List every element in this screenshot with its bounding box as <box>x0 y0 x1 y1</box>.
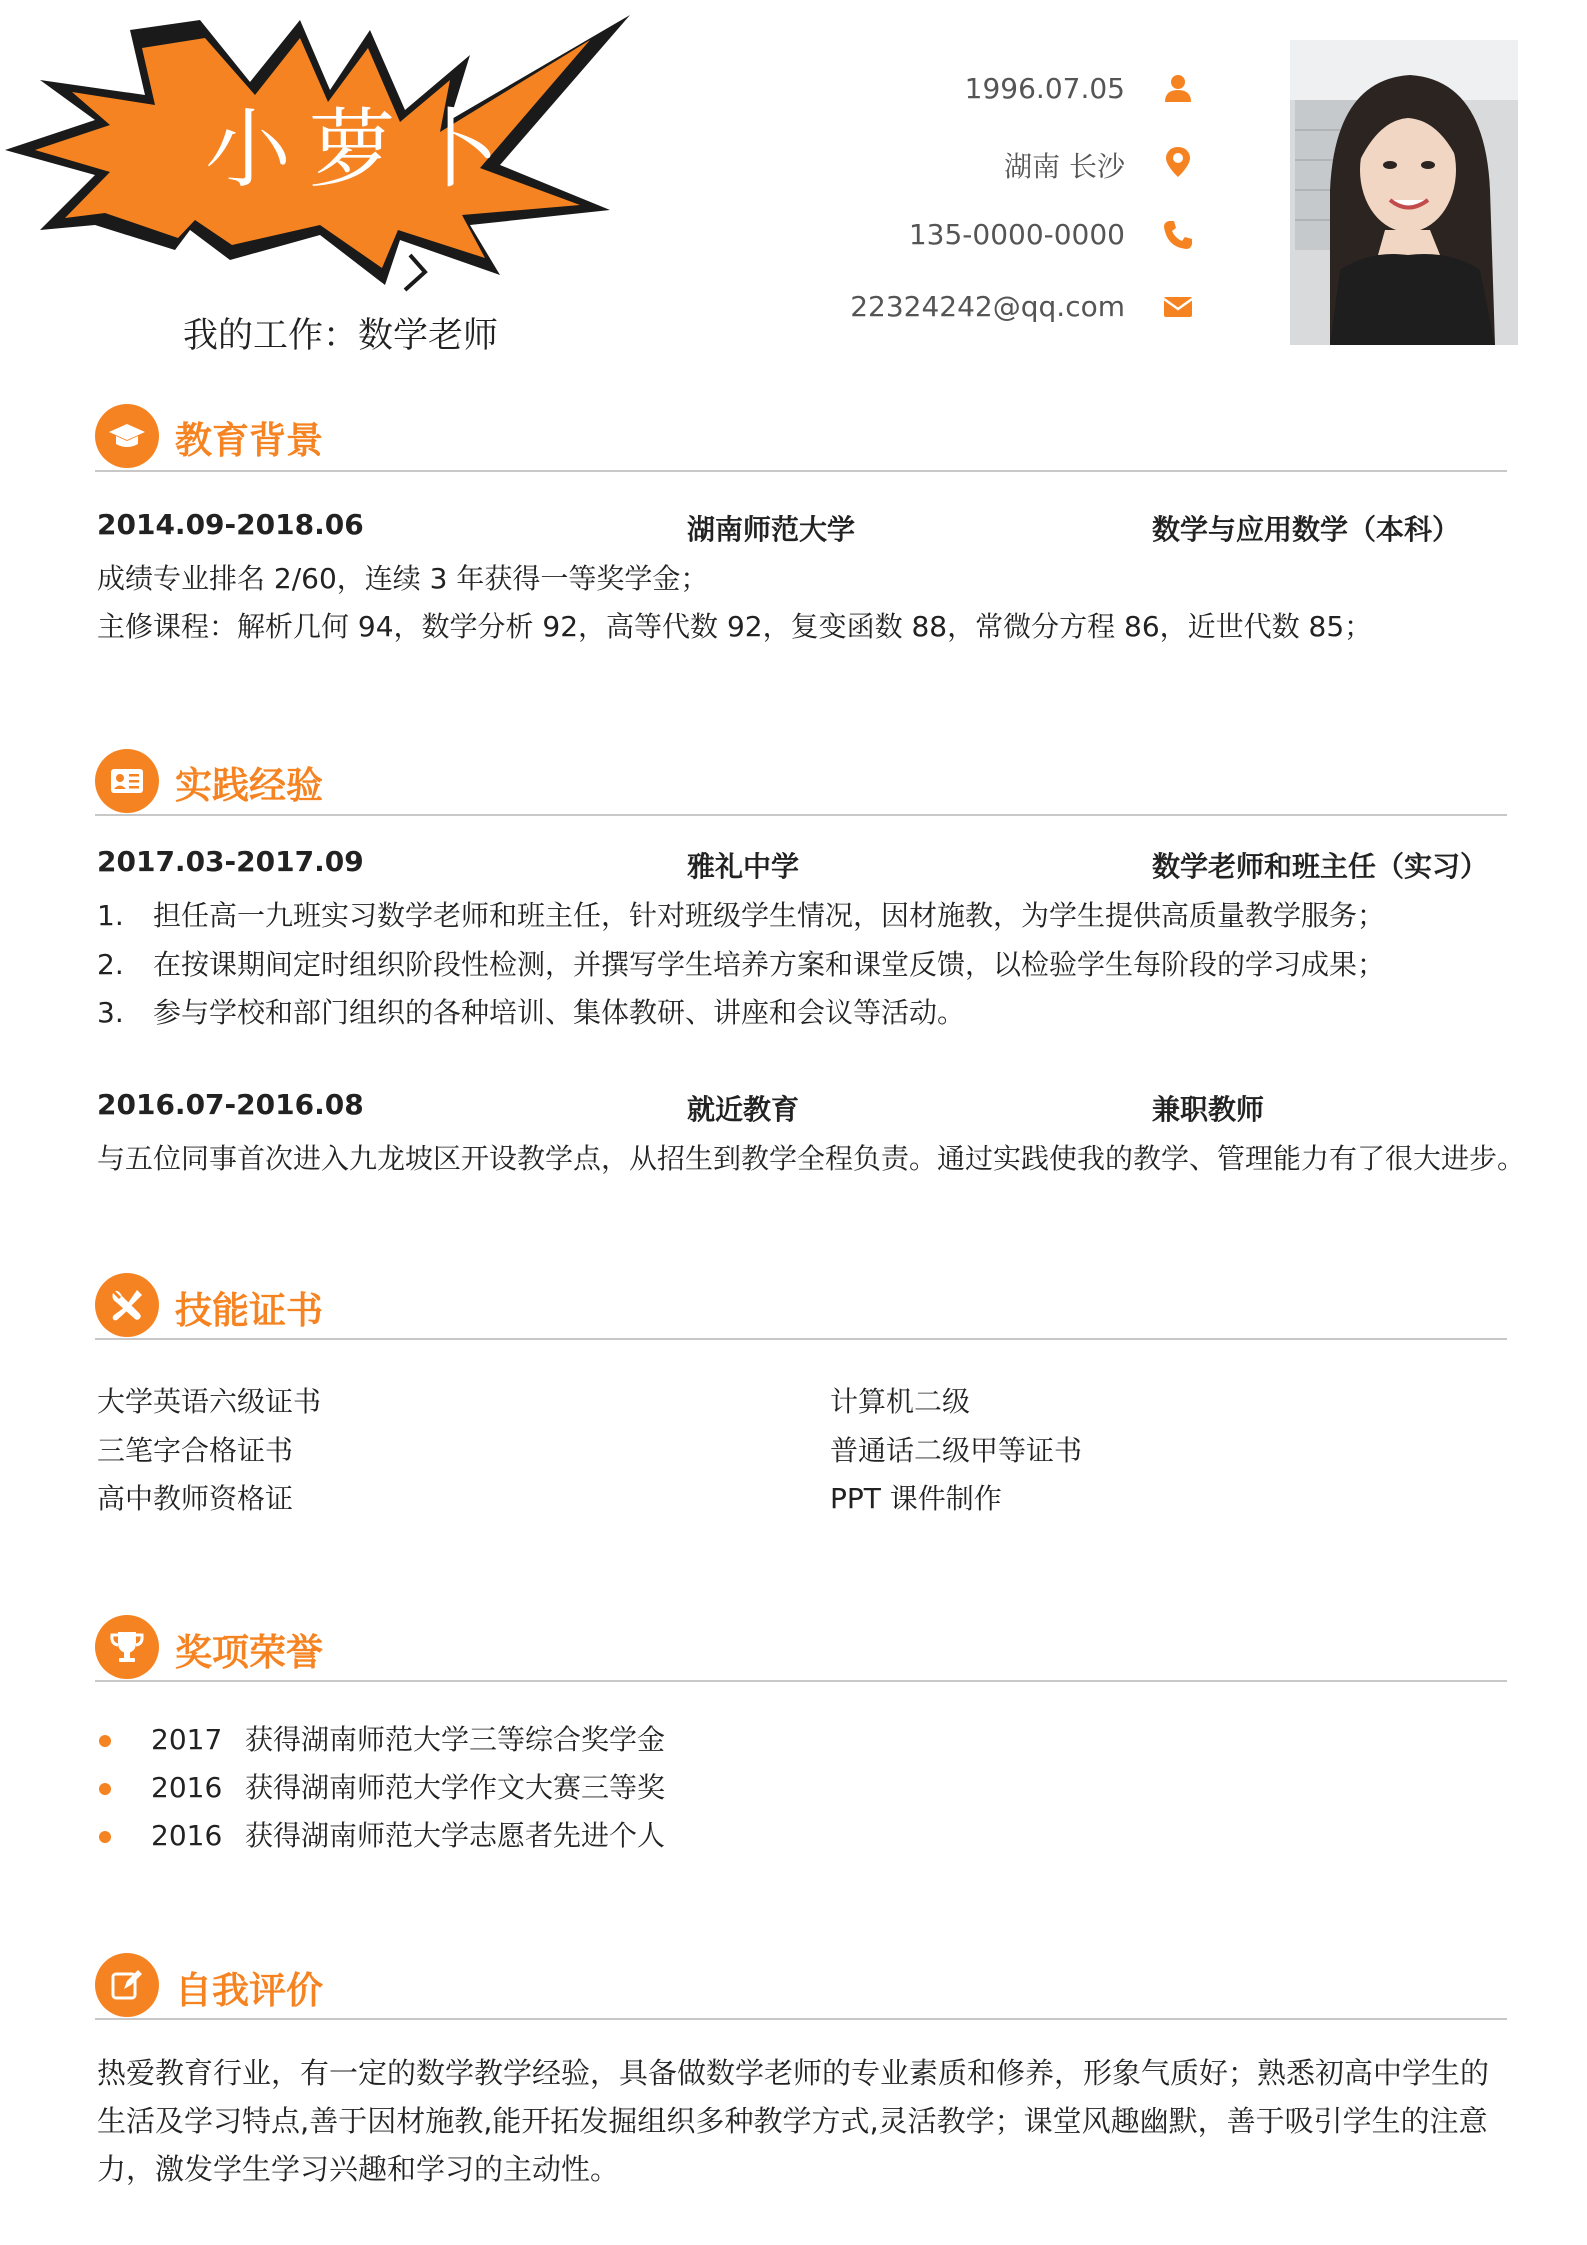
skill-item: 三笔字合格证书 <box>97 1434 294 1467</box>
section-title-practice: 实践经验 <box>175 764 323 807</box>
award-year: 2016 <box>151 1771 223 1804</box>
job-header-row <box>97 1088 1517 1126</box>
section-divider <box>95 470 1507 472</box>
award-year: 2017 <box>151 1723 223 1756</box>
item-text: 在按课期间定时组织阶段性检测，并撰写学生培养方案和课堂反馈，以检验学生每阶段的学习成果； <box>153 948 1386 981</box>
contact-phone-row <box>0 218 1200 268</box>
job-header-row <box>97 845 1517 883</box>
phone-icon <box>1161 218 1195 252</box>
skills-row <box>97 1477 1517 1517</box>
skill-item: 高中教师资格证 <box>97 1482 294 1515</box>
email-address: 22324242@qq.com <box>850 290 1125 323</box>
id-card-icon <box>107 761 147 801</box>
job-role: 兼职教师 <box>1152 1093 1265 1126</box>
location: 湖南 长沙 <box>1004 150 1125 183</box>
item-number: 1. <box>97 899 124 932</box>
section-divider <box>95 2018 1507 2020</box>
contact-location-row <box>0 145 1200 195</box>
skill-item: PPT 课件制作 <box>830 1482 1002 1515</box>
job-org: 就近教育 <box>687 1093 800 1126</box>
awards-section-icon <box>95 1615 159 1679</box>
award-item <box>97 1814 1517 1854</box>
bullet-dot <box>99 1783 111 1795</box>
section-divider <box>95 1338 1507 1340</box>
skills-section-icon <box>95 1273 159 1337</box>
item-number: 3. <box>97 996 124 1029</box>
skill-item: 计算机二级 <box>830 1385 971 1418</box>
practice-section-icon <box>95 749 159 813</box>
section-divider <box>95 814 1507 816</box>
job-item <box>97 991 1517 1031</box>
education-line: 主修课程：解析几何 94，数学分析 92，高等代数 92，复变函数 88，常微分方程 86，近世代数 85； <box>97 610 1373 643</box>
award-year: 2016 <box>151 1819 223 1852</box>
skills-row <box>97 1429 1517 1469</box>
contact-birth-row <box>0 72 1200 122</box>
section-title-self-eval: 自我评价 <box>175 1969 323 2012</box>
envelope-icon <box>1161 290 1195 324</box>
skill-item: 普通话二级甲等证书 <box>830 1434 1083 1467</box>
award-text: 获得湖南师范大学志愿者先进个人 <box>245 1819 666 1852</box>
job-title: 我的工作：数学老师 <box>183 316 499 356</box>
section-title-awards: 奖项荣誉 <box>175 1631 323 1674</box>
education-line: 成绩专业排名 2/60，连续 3 年获得一等奖学金； <box>97 562 709 595</box>
education-section-icon <box>95 404 159 468</box>
skills-row <box>97 1380 1517 1420</box>
award-item <box>97 1718 1517 1758</box>
birth-date: 1996.07.05 <box>964 72 1125 105</box>
profile-photo <box>1290 40 1518 345</box>
section-title-skills: 技能证书 <box>175 1289 323 1332</box>
person-icon <box>1161 72 1195 106</box>
education-period: 2014.09-2018.06 <box>97 508 364 541</box>
job-role: 数学老师和班主任（实习） <box>1152 850 1489 883</box>
award-text: 获得湖南师范大学三等综合奖学金 <box>245 1723 666 1756</box>
job-item <box>97 943 1517 983</box>
item-text: 参与学校和部门组织的各种培训、集体教研、讲座和会议等活动。 <box>153 996 966 1029</box>
edit-icon <box>107 1965 147 2005</box>
job-description: 与五位同事首次进入九龙坡区开设教学点，从招生到教学全程负责。通过实践使我的教学、管理能力有了很大进步。 <box>97 1142 1526 1175</box>
job-period: 2016.07-2016.08 <box>97 1088 364 1121</box>
map-pin-icon <box>1161 145 1195 179</box>
award-text: 获得湖南师范大学作文大赛三等奖 <box>245 1771 666 1804</box>
bullet-dot <box>99 1735 111 1747</box>
job-item <box>97 894 1517 934</box>
tools-icon <box>107 1285 147 1325</box>
person-name: 小萝卜 <box>205 100 517 200</box>
item-number: 2. <box>97 948 124 981</box>
skill-item: 大学英语六级证书 <box>97 1385 322 1418</box>
section-divider <box>95 1680 1507 1682</box>
education-school: 湖南师范大学 <box>687 513 856 546</box>
phone-number: 135-0000-0000 <box>908 218 1125 251</box>
graduation-cap-icon <box>107 416 147 456</box>
job-period: 2017.03-2017.09 <box>97 845 364 878</box>
education-major: 数学与应用数学（本科） <box>1152 513 1461 546</box>
job-org: 雅礼中学 <box>687 850 800 883</box>
trophy-icon <box>107 1627 147 1667</box>
self-eval-section-icon <box>95 1953 159 2017</box>
contact-email-row <box>0 290 1200 340</box>
section-title-education: 教育背景 <box>175 419 323 462</box>
education-header-row <box>97 508 1517 546</box>
award-item <box>97 1766 1517 1806</box>
bullet-dot <box>99 1831 111 1843</box>
item-text: 担任高一九班实习数学老师和班主任，针对班级学生情况，因材施教，为学生提供高质量教学服务； <box>153 899 1386 932</box>
self-eval-text: 热爱教育行业，有一定的数学教学经验，具备做数学老师的专业素质和修养，形象气质好；熟悉初高中学生的生活及学习特点,善于因材施教,能开拓发掘组织多种教学方式,灵活教学；课堂风趣幽默，善于吸引学生的注意力，激发学生学习兴趣和学习的主动性。 <box>97 2056 1490 2186</box>
